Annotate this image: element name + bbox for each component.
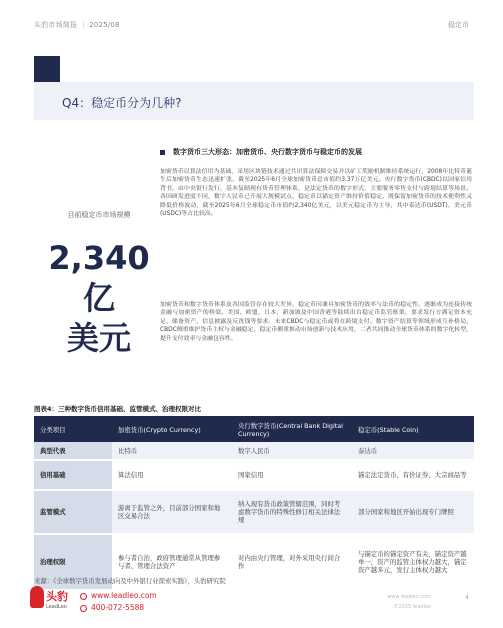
table-cell: 部分国家和地区开始出现专门牌照 (352, 490, 474, 534)
header-topic: 稳定币 (448, 21, 469, 29)
table-row (34, 460, 474, 490)
market-size-stat (34, 210, 164, 358)
logo-subtext: LeadLeo (46, 604, 67, 610)
square-bullet-icon (160, 150, 165, 155)
leadleo-logo (30, 584, 76, 620)
question-banner (34, 82, 474, 120)
globe-icon (80, 593, 87, 600)
table-cell: 治理权限 (34, 534, 112, 590)
table-cell: 监管模式 (34, 490, 112, 534)
table-header-row (34, 416, 474, 442)
stat-label: 目前稳定币市场规模 (67, 211, 131, 219)
website-link[interactable]: www.leadleo.com (91, 591, 157, 600)
section-heading-text: 数字货币三大形态：加密货币、央行数字货币与稳定币的发展 (173, 148, 362, 156)
contact-info (80, 590, 157, 614)
table-row (34, 490, 474, 534)
stat-value-line2: 美元 (66, 319, 131, 357)
table-cell: 比特币 (112, 442, 232, 460)
logo-text: 头豹 (46, 590, 68, 603)
title-accent-block (34, 56, 60, 82)
table-cell: 游离于监管之外，目前部分国家和地区交易合法 (112, 490, 232, 534)
section-heading (160, 147, 480, 157)
table-cell: 参与者自治，政府管理通常从管理参与者、管理合法资产 (112, 534, 232, 590)
table-header-cell: 加密货币(Crypto Currency) (112, 416, 232, 442)
footer-copyright: ©2025 leadleo (393, 604, 431, 610)
header-report-title: 头豹市场简报 ｜ 2025/08 (34, 21, 120, 29)
table-header-cell: 分类项目 (34, 416, 112, 442)
stat-value-line1: 2,340亿 (48, 239, 150, 317)
page-footer (0, 584, 503, 628)
table-cell: 数字人民币 (232, 442, 352, 460)
body-paragraph-2: 加密货币和数字货币体系及各国监管存在较大差异，稳定币因兼具加密货币的效率与法币的稳定性，逐渐成为连接传统金融与加密资产的桥梁。美国、欧盟、日本、新加坡及中国香港等陆续出台稳定币监管框架，要求发行方满足资本充足、储备资产、信息披露及反洗钱等要求。未来CBDC与稳定币或将在跨境支付、数字资产结算等领域形成互补格局。CBDC侧重维护货币主权与金融稳定，稳定币侧重推动市场创新与技术应用，二者共同推动全球货币体系的数字化转型，提升支付效率与金融包容性。 (160, 302, 472, 342)
table-row (34, 442, 474, 460)
table-header-cell: 稳定币(Stable Coin) (352, 416, 474, 442)
page-header (0, 0, 503, 36)
leopard-logo-icon (30, 586, 44, 608)
phone-icon (80, 605, 87, 612)
phone-number: 400-072-5588 (91, 603, 145, 612)
table-cell: 纳入现有货币政策管辖范围，同时考虑数字货币的特殊性修订相关法律法规 (232, 490, 352, 534)
table-cell: 与锚定币的锚定资产有关，锚定资产越单一，资产的监管主体权力越大，锚定资产越多元，发行主体权力越大 (352, 534, 474, 590)
table-header-cell: 央行数字货币(Central Bank Digital Currency) (232, 416, 352, 442)
table-cell: 泰达币 (352, 442, 474, 460)
footer-site-info (387, 592, 431, 612)
table-cell: 典型代表 (34, 442, 112, 460)
table-caption: 图表4：三种数字货币信用基础、监管模式、治理权限对比 (34, 405, 202, 413)
body-paragraph-1: 加密货币以算法信用为基础，采用区块链技术通过共识算法保障交易并以矿工奖励机制维持系统运行，2008年比特币诞生后加密货币生态迅速扩张，截至2025年6月全球加密货币总市值约3.37万亿美元。央行数字货币(CBDC)以国家信用背书，由中央银行发行，基本复制现有货币管理体系，是法定货币的数字形式，主要服务零售支付与跨境结算等场景。各国研发进度不同，数字人民币已开展大规模试点。稳定币以锚定资产维持价值稳定，既保留加密货币的技术便利性又降低价格波动，截至2025年6月全球稳定币市值约2,340亿美元，以美元稳定币为主导，其中泰达币(USDT)、美元币(USDC)等占比较高。 (160, 169, 472, 218)
table-cell: 锚定法定货币、有价证券、大宗商品等 (352, 460, 474, 490)
comparison-table (34, 416, 474, 591)
table-cell: 对内由央行管理，对外采用央行间合作 (232, 534, 352, 590)
table-cell: 算法信用 (112, 460, 232, 490)
table-cell: 国家信用 (232, 460, 352, 490)
page-number: 4 (465, 594, 469, 601)
table-cell: 信用基础 (34, 460, 112, 490)
source-note: 来源：《全球数字货币发展动向及中外银行业探索实践》，头豹研究院 (34, 577, 226, 585)
question-title: Q4：稳定币分为几种? (62, 96, 182, 110)
footer-site-url: www.leadleo.com (387, 594, 431, 600)
